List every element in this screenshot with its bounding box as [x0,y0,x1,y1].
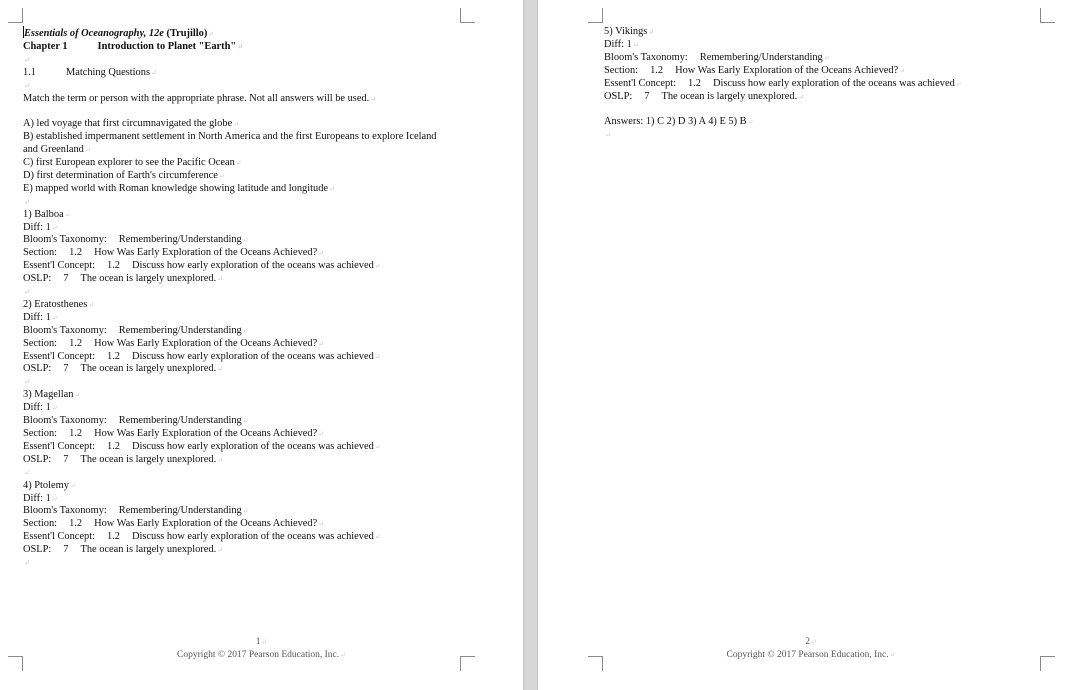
page-1-body[interactable] [23,26,453,570]
document-page-1 [0,0,523,690]
question-term: 2) Eratosthenes ↵ [23,299,453,312]
page-gutter [523,0,538,690]
question-term: 5) Vikings ↵ [604,26,1034,39]
question-block [23,389,453,466]
crop-mark-top-right [460,8,475,23]
paragraph-mark [23,54,453,67]
question-diff: Diff: 1 ↵ [604,39,1034,52]
question-concept: Essent'l Concept: 1.2 Discuss how early exploration of the oceans was achieved ↵ [23,260,453,273]
blank-line [604,103,1034,116]
book-header [23,26,453,41]
crop-mark-top-left [8,8,23,23]
question-section: Section: 1.2 How Was Early Exploration of the Oceans Achieved? ↵ [23,247,453,260]
question-oslp: OSLP: 7 The ocean is largely unexplored. ↵ [23,454,453,467]
page-2-body[interactable] [604,26,1034,142]
question-oslp: OSLP: 7 The ocean is largely unexplored. ↵ [23,363,453,376]
question-section: Section: 1.2 How Was Early Exploration of the Oceans Achieved? ↵ [23,518,453,531]
question-diff: Diff: 1 ↵ [23,312,453,325]
question-section: Section: 1.2 How Was Early Exploration of the Oceans Achieved? ↵ [23,428,453,441]
chapter-heading [23,41,453,54]
question-section: Section: 1.2 How Was Early Exploration of the Oceans Achieved? ↵ [604,65,1034,78]
question-concept: Essent'l Concept: 1.2 Discuss how early exploration of the oceans was achieved ↵ [23,531,453,544]
question-bloom: Bloom's Taxonomy: Remembering/Understanding ↵ [604,52,1034,65]
question-concept: Essent'l Concept: 1.2 Discuss how early exploration of the oceans was achieved ↵ [604,78,1034,91]
question-term: 1) Balboa ↵ [23,209,453,222]
question-block [23,480,453,557]
chapter-title: Introduction to Planet "Earth" [97,40,237,52]
paragraph-mark [604,129,1034,142]
option-a: A) led voyage that first circumnavigated the globe ↵ [23,118,453,131]
page-number: 1 ↵ [0,637,523,647]
option-d: D) first determination of Earth's circumference ↵ [23,170,453,183]
question-term: 4) Ptolemy ↵ [23,480,453,493]
paragraph-mark [23,557,453,570]
crop-mark-top-left [588,8,603,23]
question-concept: Essent'l Concept: 1.2 Discuss how early exploration of the oceans was achieved ↵ [23,351,453,364]
section-heading [23,67,453,80]
crop-mark-top-right [1040,8,1055,23]
page-2-footer [538,637,1084,660]
section-number: 1.1 [23,66,36,78]
question-term: 3) Magellan ↵ [23,389,453,402]
question-concept: Essent'l Concept: 1.2 Discuss how early exploration of the oceans was achieved ↵ [23,441,453,454]
question-bloom: Bloom's Taxonomy: Remembering/Understanding ↵ [23,505,453,518]
paragraph-mark [23,286,453,299]
question-bloom: Bloom's Taxonomy: Remembering/Understanding ↵ [23,325,453,338]
question-oslp: OSLP: 7 The ocean is largely unexplored. ↵ [604,91,1034,104]
question-section: Section: 1.2 How Was Early Exploration of the Oceans Achieved? ↵ [23,338,453,351]
paragraph-mark [23,376,453,389]
document-page-2 [538,0,1084,690]
book-author: (Trujillo) [166,28,208,39]
paragraph-mark [23,80,453,93]
page-number: 2 ↵ [538,637,1084,647]
question-diff: Diff: 1 ↵ [23,493,453,506]
question-diff: Diff: 1 ↵ [23,402,453,415]
question-block [23,299,453,376]
page-1-footer [0,637,523,660]
option-c: C) first European explorer to see the Pacific Ocean ↵ [23,157,453,170]
blank-line [23,105,453,118]
answer-key: Answers: 1) C 2) D 3) A 4) E 5) B ↵ [604,116,1034,129]
copyright-notice: Copyright © 2017 Pearson Education, Inc. ↵ [727,650,896,660]
question-bloom: Bloom's Taxonomy: Remembering/Understanding ↵ [23,234,453,247]
section-title: Matching Questions [66,66,150,78]
book-title: Essentials of Oceanography, 12e [24,28,164,39]
option-e: E) mapped world with Roman knowledge showing latitude and longitude ↵ [23,183,453,196]
option-b: B) established impermanent settlement in North America and the first Europeans to explore Iceland and Greenland ↵ [23,131,453,157]
question-bloom: Bloom's Taxonomy: Remembering/Understanding ↵ [23,415,453,428]
question-oslp: OSLP: 7 The ocean is largely unexplored. ↵ [23,544,453,557]
question-block [23,209,453,286]
instructions: Match the term or person with the appropriate phrase. Not all answers will be used. ↵ [23,93,453,106]
paragraph-mark [23,467,453,480]
question-diff: Diff: 1 ↵ [23,222,453,235]
question-block [604,26,1034,103]
chapter-label: Chapter 1 [23,40,68,52]
copyright-notice: Copyright © 2017 Pearson Education, Inc. ↵ [177,650,346,660]
paragraph-mark [23,196,453,209]
question-oslp: OSLP: 7 The ocean is largely unexplored. ↵ [23,273,453,286]
